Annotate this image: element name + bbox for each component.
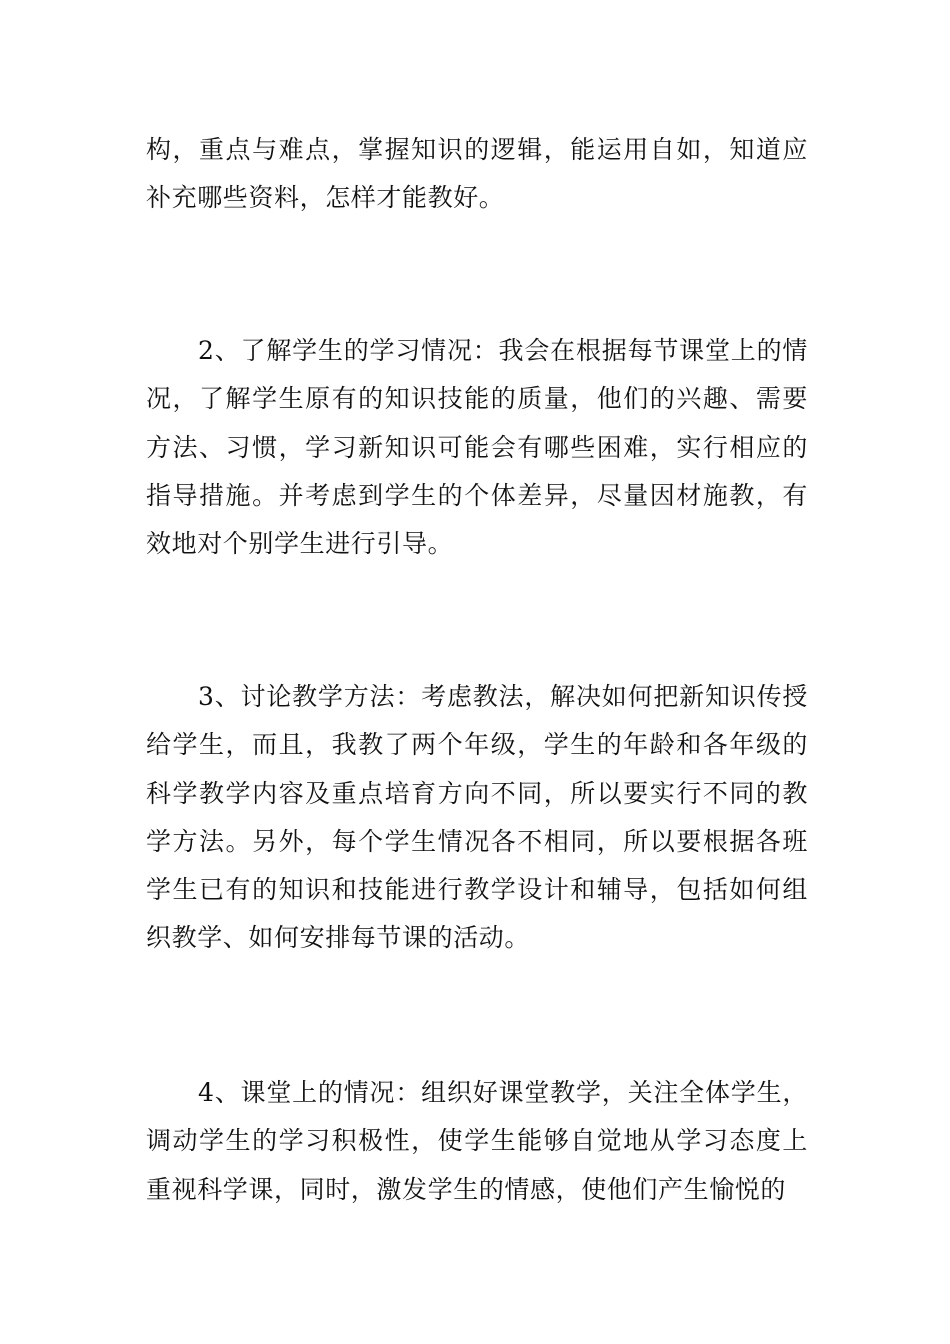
paragraph-teaching-methods: 3、讨论教学方法：考虑教法，解决如何把新知识传授给学生，而且，我教了两个年级，学生的年龄和各年级的科学教学内容及重点培育方向不同，所以要实行不同的教学方法。另外，每个学生情况各不相同，所以要根据各班学生已有的知识和技能进行教学设计和辅导，包括如何组织教学、如何安排每节课的活动。 [146, 682, 808, 953]
paragraph-classroom-situation: 4、课堂上的情况：组织好课堂教学，关注全体学生，调动学生的学习积极性，使学生能够自觉地从学习态度上重视科学课，同时，激发学生的情感，使他们产生愉悦的 [146, 1078, 808, 1204]
paragraph-student-learning: 2、了解学生的学习情况：我会在根据每节课堂上的情况，了解学生原有的知识技能的质量，他们的兴趣、需要方法、习惯，学习新知识可能会有哪些困难，实行相应的指导措施。并考虑到学生的个体差异，尽量因材施教，有效地对个别学生进行引导。 [146, 336, 808, 559]
paragraph-continuation: 构，重点与难点，掌握知识的逻辑，能运用自如，知道应补充哪些资料，怎样才能教好。 [146, 135, 808, 213]
